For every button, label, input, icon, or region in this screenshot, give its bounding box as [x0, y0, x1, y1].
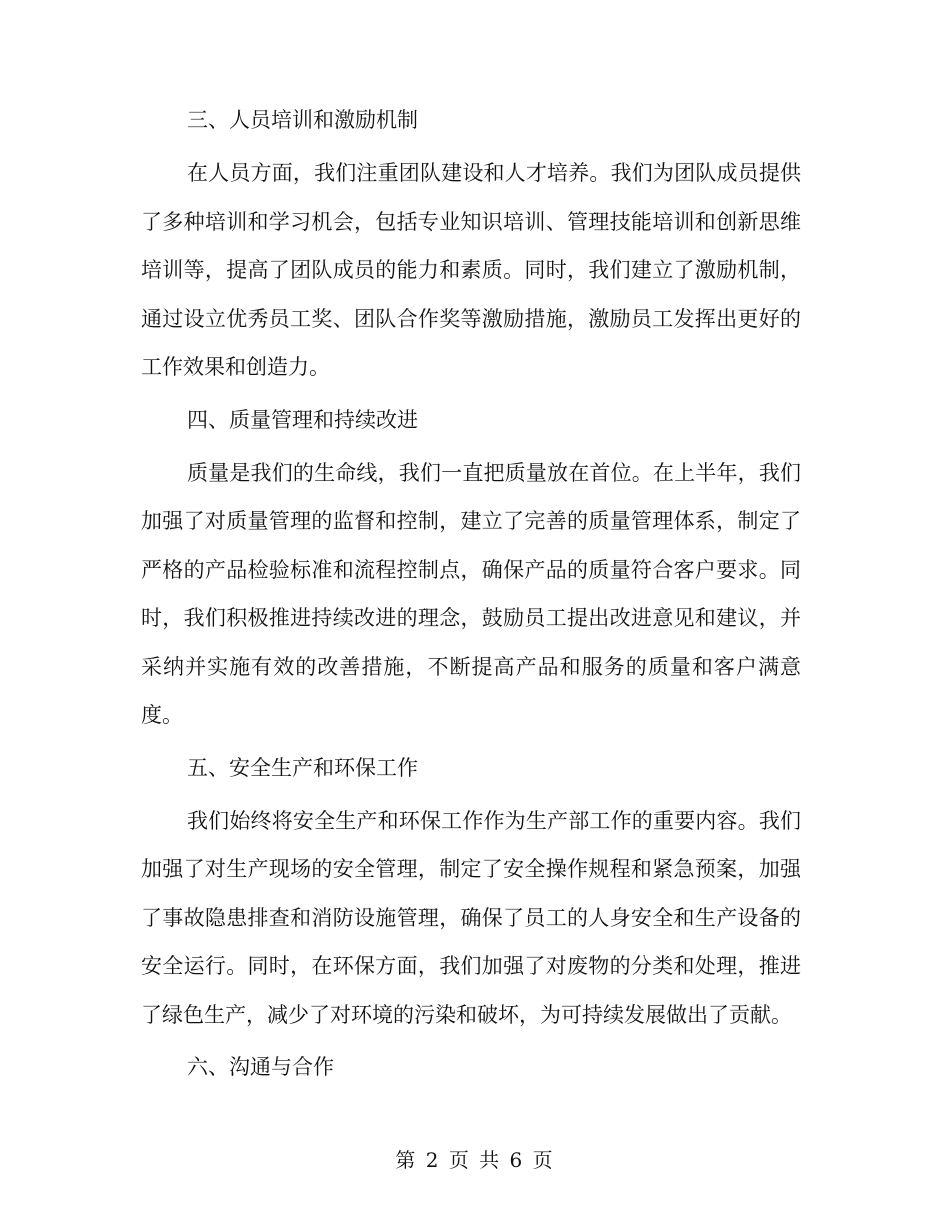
section-paragraph-training: 在人员方面，我们注重团队建设和人才培养。我们为团队成员提供了多种培训和学习机会，包括专业知识培训、管理技能培训和创新思维培训等，提高了团队成员的能力和素质。同时，我们建立了激励机制，通过设立优秀员工奖、团队合作奖等激励措施，激励员工发挥出更好的工作效果和创造力。	[141, 161, 801, 379]
section-paragraph-safety: 我们始终将安全生产和环保工作作为生产部工作的重要内容。我们加强了对生产现场的安全管理，制定了安全操作规程和紧急预案，加强了事故隐患排查和消防设施管理，确保了员工的人身安全和生产设备的安全运行。同时，在环保方面，我们加强了对废物的分类和处理，推进了绿色生产，减少了对环境的污染和破坏，为可持续发展做出了贡献。	[141, 808, 801, 1027]
section-heading-training: 三、人员培训和激励机制	[187, 108, 418, 132]
section-paragraph-quality: 质量是我们的生命线，我们一直把质量放在首位。在上半年，我们加强了对质量管理的监督和控制，建立了完善的质量管理体系，制定了严格的产品检验标准和流程控制点，确保产品的质量符合客户要求。同时，我们积极推进持续改进的理念，鼓励员工提出改进意见和建议，并采纳并实施有效的改善措施，不断提高产品和服务的质量和客户满意度。	[141, 460, 801, 727]
document-body	[141, 101, 801, 1096]
section-heading-safety: 五、安全生产和环保工作	[187, 755, 418, 780]
section-heading-communication: 六、沟通与合作	[187, 1055, 334, 1079]
section-heading-quality: 四、质量管理和持续改进	[187, 407, 418, 432]
page-number-footer: 第 2 页 共 6 页	[395, 1148, 555, 1172]
